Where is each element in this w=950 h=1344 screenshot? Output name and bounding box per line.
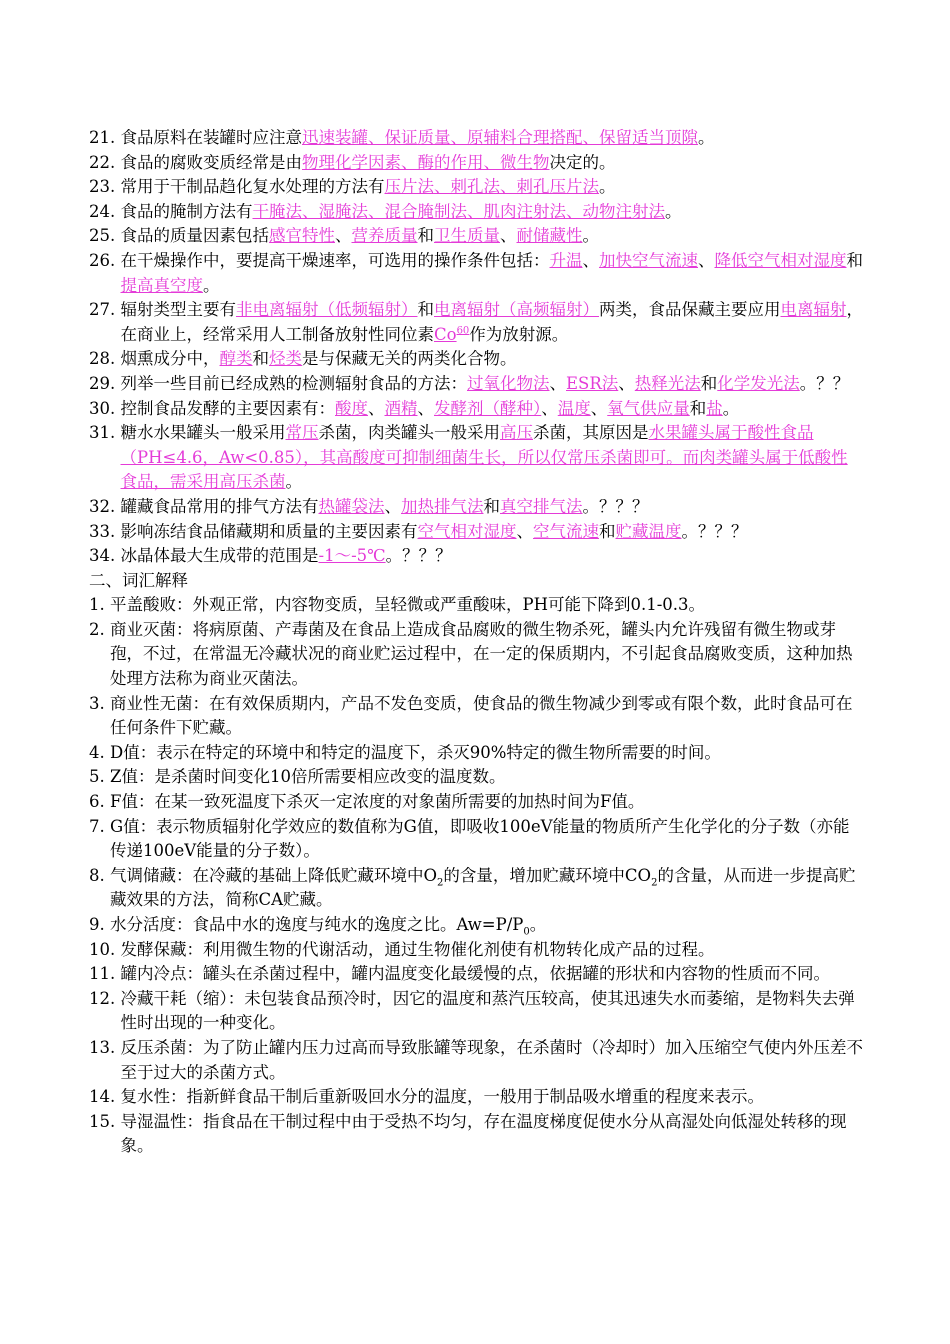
item-text: [121, 224, 865, 249]
text-segment: 的含量，增加贮藏环境中CO: [443, 865, 652, 885]
item-text: [110, 618, 864, 692]
answer-text: 酸度: [335, 398, 368, 418]
text-segment: 、: [582, 250, 599, 270]
vocab-item: [89, 692, 864, 741]
answer-text: 氧气供应量: [607, 398, 690, 418]
item-number: 3.: [89, 693, 110, 713]
text-segment: 冰晶体最大生成带的范围是: [120, 546, 319, 566]
text-segment: 是与保藏无关的两类化合物。: [302, 349, 517, 369]
question-item: [89, 200, 864, 225]
question-item: [89, 397, 864, 422]
fill-blank-list: [89, 126, 864, 569]
vocab-item: [89, 987, 864, 1036]
item-number: 21.: [89, 128, 121, 147]
text-segment: 、: [500, 226, 517, 246]
vocab-item: [89, 938, 864, 963]
vocab-item: [89, 1036, 864, 1085]
text-segment: 。: [203, 275, 220, 295]
answer-text: 高压: [500, 423, 533, 443]
vocab-item: [89, 741, 864, 766]
text-segment: 。？？？: [385, 546, 452, 566]
answer-text: 温度: [557, 398, 591, 418]
answer-text: 盐: [706, 398, 723, 418]
section-heading: 二、词汇解释: [89, 570, 188, 590]
text-segment: 2: [437, 877, 444, 889]
item-number: 27.: [89, 300, 121, 320]
item-text: [121, 1036, 865, 1085]
item-text: [121, 987, 865, 1036]
vocab-item: [89, 618, 864, 692]
vocab-item: [89, 790, 864, 815]
text-segment: 冷藏干耗（缩）：未包装食品预冷时，因它的温度和蒸汽压较高，使其迅速失水而萎缩，是物料失去弹性时出现的一种变化。: [120, 988, 855, 1033]
item-text: [121, 372, 865, 397]
item-text: [121, 938, 865, 963]
item-text: [110, 692, 864, 741]
text-segment: D值：表示在特定的环境中和特定的温度下，杀灭90%特定的微生物所需要的时间。: [110, 742, 721, 762]
question-item: [89, 151, 864, 176]
question-item: [89, 347, 864, 372]
text-segment: 、: [516, 521, 533, 541]
text-segment: 。？？: [799, 373, 850, 393]
item-number: 30.: [89, 398, 121, 418]
text-segment: 食品的腌制方法有: [120, 201, 253, 221]
answer-text: 感官特性: [269, 226, 335, 246]
text-segment: 。: [599, 177, 616, 197]
answer-text: 干腌法、湿腌法、混合腌制法、肌肉注射法、动物注射法: [252, 201, 665, 221]
vocab-item: [89, 815, 864, 864]
text-segment: 发酵保藏：利用微生物的代谢活动，通过生物催化剂使有机物转化成产品的过程。: [120, 939, 715, 959]
text-segment: 和: [700, 373, 718, 393]
vocab-item: [89, 765, 864, 790]
text-segment: 。？？？: [582, 496, 649, 516]
text-segment: 。: [698, 128, 715, 147]
item-number: 9.: [89, 915, 110, 934]
text-segment: 控制食品发酵的主要因素有：: [120, 398, 335, 418]
answer-text: 电离辐射: [780, 300, 847, 320]
text-segment: 。: [722, 398, 740, 418]
item-number: 8.: [89, 865, 110, 885]
question-item: [89, 520, 864, 545]
text-segment: 罐藏食品常用的排气方法有: [120, 496, 319, 516]
item-text: [121, 520, 865, 545]
text-segment: 食品的质量因素包括: [120, 226, 269, 246]
item-text: [121, 962, 865, 987]
text-segment: 和: [417, 226, 434, 246]
item-number: 5.: [89, 767, 110, 787]
text-segment: 烟熏成分中，: [120, 349, 220, 369]
item-text: [121, 544, 865, 569]
item-number: 25.: [89, 226, 121, 246]
item-number: 26.: [89, 250, 121, 270]
text-segment: 和: [252, 349, 269, 369]
vocab-item: [89, 1085, 864, 1110]
answer-text: 提高真空度: [120, 275, 203, 295]
item-text: [110, 913, 864, 938]
text-segment: 杀菌，其原因是: [533, 423, 649, 443]
item-number: 4.: [89, 742, 110, 762]
item-number: 29.: [89, 373, 121, 393]
question-item: [89, 126, 864, 151]
item-text: [121, 249, 865, 298]
text-segment: 气调储藏：在冷藏的基础上降低贮藏环境中O: [110, 865, 438, 885]
item-text: [121, 347, 865, 372]
text-segment: 、: [698, 250, 715, 270]
answer-text: 水果罐头属于酸性食品（PH≤4.6，Aw<0.85），其高酸度可抑制细菌生长，所以仅常压杀菌即可。而肉类罐头属于低酸性食品，需采用高压杀菌: [120, 423, 848, 492]
answer-text: 烃类: [269, 349, 302, 369]
answer-text: 升温: [549, 250, 583, 270]
text-segment: 。: [529, 915, 547, 934]
answer-text: 热释光法: [634, 373, 701, 393]
text-segment: 、: [618, 373, 635, 393]
item-text: [110, 790, 864, 815]
vocab-item: [89, 593, 864, 618]
answer-text: 压片法、刺孔法、刺孔压片法: [384, 177, 599, 197]
item-number: 10.: [89, 939, 121, 959]
answer-text: 降低空气相对湿度: [714, 250, 847, 270]
answer-text: 迅速装罐、保证质量、原辅料合理搭配、保留适当顶隙: [302, 128, 698, 147]
item-text: [121, 421, 865, 495]
item-number: 31.: [89, 423, 121, 443]
item-number: 32.: [89, 496, 121, 516]
item-text: [121, 298, 865, 347]
text-segment: 。？？？: [681, 521, 748, 541]
text-segment: 商业性无菌：在有效保质期内，产品不发色变质，使食品的微生物减少到零或有限个数，此时食品可在任何条件下贮藏。: [110, 693, 853, 738]
answer-text: Co: [434, 324, 457, 344]
text-segment: 、: [417, 398, 434, 418]
answer-text: 化学发光法: [717, 373, 800, 393]
answer-text: 非电离辐射（低频辐射）: [236, 300, 418, 320]
question-item: [89, 224, 864, 249]
item-text: [121, 495, 865, 520]
text-segment: 2: [651, 877, 658, 889]
answer-text: 卫生质量: [434, 226, 500, 246]
item-number: 7.: [89, 816, 110, 836]
text-segment: ，在商业上，经常采用人工制备放射性同位素: [120, 300, 863, 344]
item-text: [121, 126, 865, 151]
answer-text: 电离辐射（高频辐射）: [434, 300, 599, 320]
answer-text: 酒精: [384, 398, 418, 418]
text-segment: 商业灭菌：将病原菌、产毒菌及在食品上造成食品腐败的微生物杀死，罐头内允许残留有微生物或芽孢，不过，在常温无冷藏状况的商业贮运过程中，在一定的保质期内，不引起食品腐败变质，这种加热处理方法称为商业灭菌法。: [110, 619, 853, 689]
item-number: 11.: [89, 964, 121, 984]
text-segment: 作为放射源。: [469, 324, 569, 344]
text-segment: 导湿温性：指食品在干制过程中由于受热不均匀，存在温度梯度促使水分从高湿处向低湿处转移的现象。: [120, 1111, 847, 1156]
item-number: 24.: [89, 201, 121, 221]
answer-text: 热罐袋法: [318, 496, 385, 516]
item-text: [121, 175, 865, 200]
text-segment: 、: [384, 496, 401, 516]
text-segment: 0: [523, 926, 530, 938]
answer-text: 空气流速: [533, 521, 599, 541]
text-segment: 和: [689, 398, 707, 418]
item-text: [110, 864, 864, 913]
text-segment: F值：在某一致死温度下杀灭一定浓度的对象菌所需要的加热时间为F值。: [110, 792, 645, 812]
text-segment: Z值：是杀菌时间变化10倍所需要相应改变的温度数。: [110, 767, 506, 787]
answer-text: 醇类: [219, 349, 253, 369]
text-segment: 。: [582, 226, 599, 246]
text-segment: 和: [846, 250, 863, 270]
item-number: 1.: [89, 595, 110, 615]
item-number: 15.: [89, 1111, 121, 1131]
text-segment: 在干燥操作中，要提高干燥速率，可选用的操作条件包括：: [120, 250, 550, 270]
item-text: [110, 593, 864, 618]
item-number: 22.: [89, 152, 121, 172]
answer-text: 贮藏温度: [615, 521, 682, 541]
item-number: 23.: [89, 177, 121, 197]
item-number: 2.: [89, 619, 110, 639]
question-item: [89, 421, 864, 495]
text-segment: 、: [368, 398, 385, 418]
item-number: 13.: [89, 1037, 121, 1057]
question-item: [89, 175, 864, 200]
vocab-item: [89, 962, 864, 987]
text-segment: G值：表示物质辐射化学效应的数值称为G值，即吸收100eV能量的物质所产生化学化的分子数（亦能传递100eV能量的分子数）。: [110, 816, 850, 861]
text-segment: 罐内冷点：罐头在杀菌过程中，罐内温度变化最缓慢的点，依据罐的形状和内容物的性质而不同。: [120, 964, 830, 984]
item-number: 14.: [89, 1087, 121, 1107]
item-text: [121, 1110, 865, 1159]
answer-text: 耐储藏性: [516, 226, 583, 246]
answer-text: 过氧化物法: [467, 373, 550, 393]
text-segment: 食品原料在装罐时应注意: [120, 128, 302, 147]
question-item: [89, 544, 864, 569]
text-segment: 平盖酸败：外观正常，内容物变质，呈轻微或严重酸味，PH可能下降到0.1-0.3。: [110, 595, 706, 615]
answer-text: 60: [456, 325, 470, 337]
question-item: [89, 249, 864, 298]
item-text: [121, 200, 865, 225]
item-text: [110, 765, 864, 790]
text-segment: 影响冻结食品储藏期和质量的主要因素有: [120, 521, 418, 541]
answer-text: -1～-5℃: [318, 546, 386, 566]
answer-text: 物理化学因素、酶的作用、微生物: [302, 152, 550, 172]
answer-text: 加热排气法: [401, 496, 484, 516]
text-segment: 两类，食品保藏主要应用: [599, 300, 781, 320]
text-segment: 、: [590, 398, 608, 418]
answer-text: ESR法: [566, 373, 619, 393]
document-page: [89, 126, 864, 1159]
text-segment: 糖水水果罐头一般采用: [120, 423, 286, 443]
text-segment: 、: [549, 373, 566, 393]
answer-text: 营养质量: [351, 226, 418, 246]
text-segment: 复水性：指新鲜食品干制后重新吸回水分的温度，一般用于制品吸水增重的程度来表示。: [120, 1087, 764, 1107]
question-item: [89, 495, 864, 520]
item-text: [121, 1085, 865, 1110]
text-segment: 反压杀菌：为了防止罐内压力过高而导致胀罐等现象，在杀菌时（冷却时）加入压缩空气使内外压差不至于过大的杀菌方式。: [120, 1037, 863, 1082]
text-segment: 辐射类型主要有: [120, 300, 236, 320]
text-segment: 的含量，从而进一步提高贮藏效果的方法，简称CA贮藏。: [110, 865, 856, 910]
item-text: [121, 397, 865, 422]
vocab-list: [89, 593, 864, 1159]
vocab-item: [89, 1110, 864, 1159]
text-segment: 列举一些目前已经成熟的检测辐射食品的方法：: [120, 373, 467, 393]
item-number: 33.: [89, 521, 121, 541]
answer-text: 常压: [285, 423, 319, 443]
answer-text: 加快空气流速: [599, 250, 698, 270]
text-segment: 、: [541, 398, 558, 418]
item-text: [121, 151, 865, 176]
item-number: 6.: [89, 792, 110, 812]
answer-text: 发酵剂（酵种）: [434, 398, 542, 418]
question-item: [89, 298, 864, 347]
text-segment: 和: [483, 496, 500, 516]
item-number: 34.: [89, 546, 121, 566]
text-segment: 决定的。: [549, 152, 616, 172]
text-segment: 。: [285, 472, 302, 492]
question-item: [89, 372, 864, 397]
text-segment: 。: [665, 201, 682, 221]
vocab-item: [89, 864, 864, 913]
item-number: 28.: [89, 349, 121, 369]
vocab-item: [89, 913, 864, 938]
text-segment: 常用于干制品趋化复水处理的方法有: [120, 177, 385, 197]
text-segment: 和: [417, 300, 434, 320]
item-number: 12.: [89, 988, 121, 1008]
answer-text: 空气相对湿度: [417, 521, 517, 541]
item-text: [110, 815, 864, 864]
text-segment: 杀菌，肉类罐头一般采用: [318, 423, 500, 443]
item-text: [110, 741, 864, 766]
text-segment: 水分活度：食品中水的逸度与纯水的逸度之比。Aw=P/P: [110, 915, 524, 934]
text-segment: 食品的腐败变质经常是由: [120, 152, 302, 172]
text-segment: 和: [599, 521, 616, 541]
text-segment: 、: [335, 226, 352, 246]
answer-text: 真空排气法: [500, 496, 583, 516]
